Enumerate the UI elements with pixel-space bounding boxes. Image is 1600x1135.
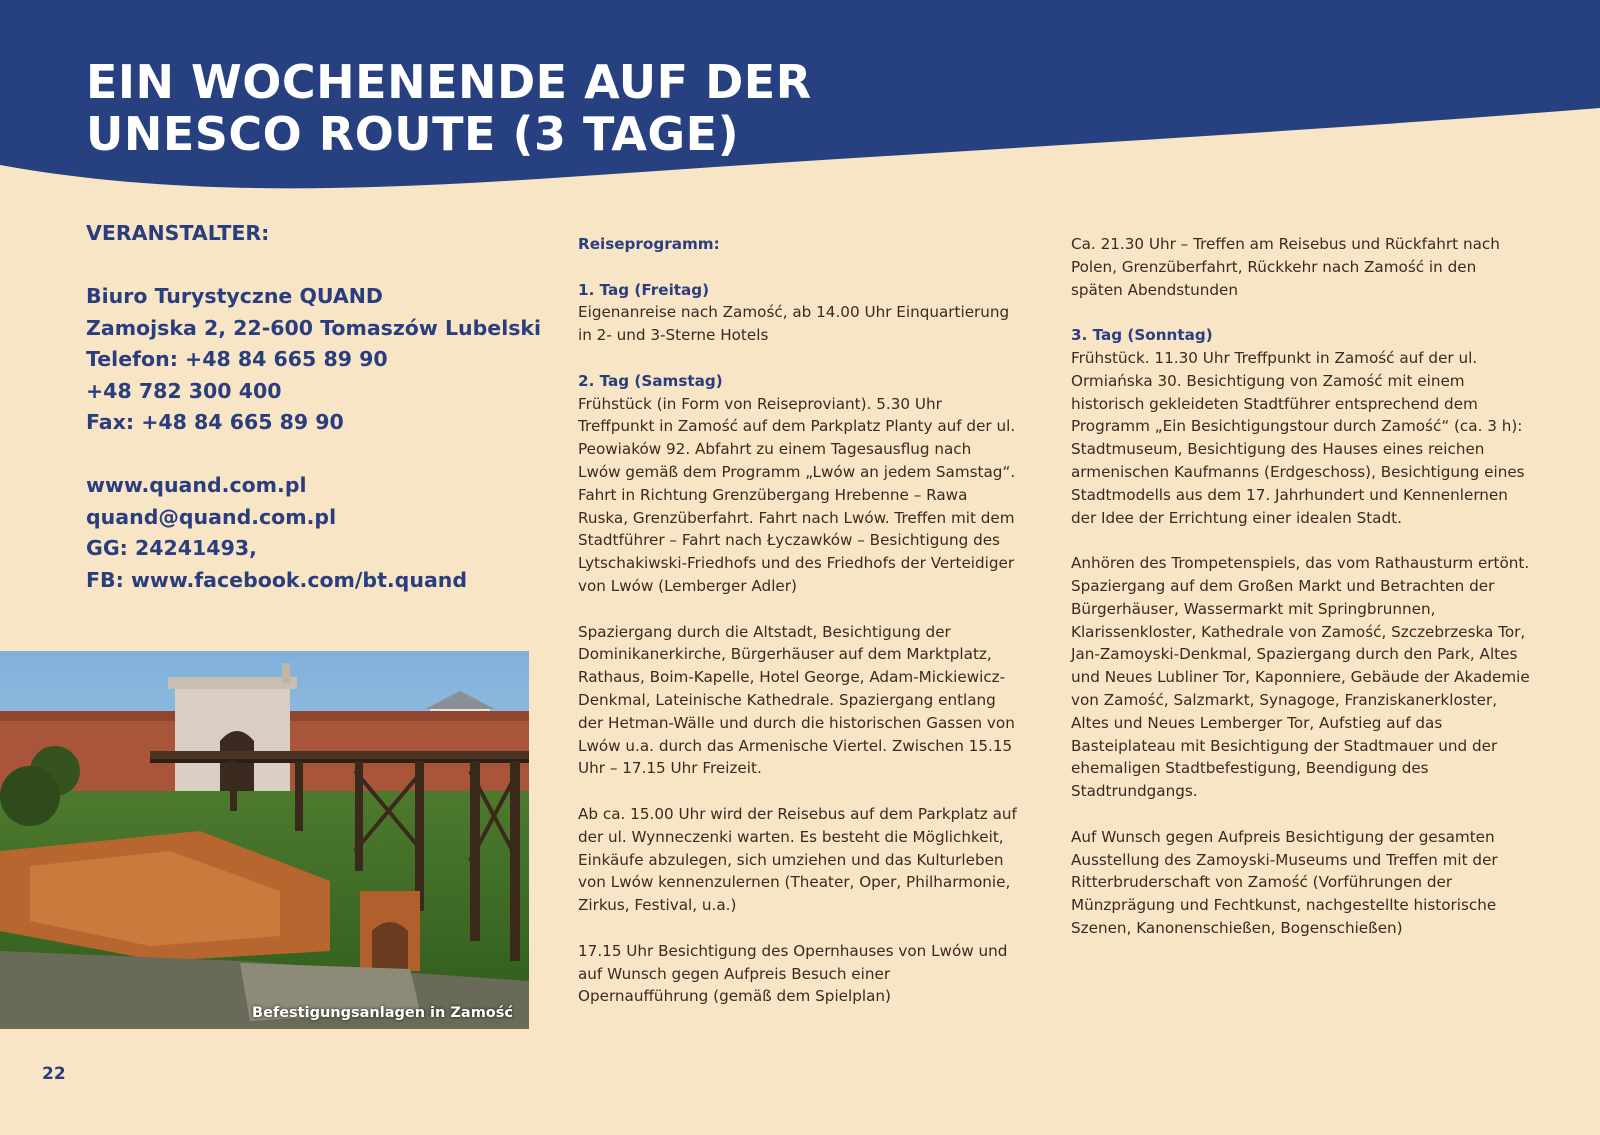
program-column-1 bbox=[578, 233, 1018, 1031]
day-1-text: Eigenanreise nach Zamość, ab 14.00 Uhr Einquartierung in 2- und 3-Sterne Hotels bbox=[578, 303, 1010, 345]
day-3-paragraph: Auf Wunsch gegen Aufpreis Besichtigung der gesamten Ausstellung des Zamoyski-Museums und Treffen mit der Ritterbruderschaft von Zamość (Vorführungen der Münzprägung und Fechtkunst, nachgestellte historische Szenen, Kanonenschießen, Bogenschießen) bbox=[1071, 827, 1498, 937]
fortress-illustration bbox=[0, 651, 529, 1029]
organizer-name: Biuro Turystyczne QUAND bbox=[86, 284, 383, 308]
page-title-line-1: EIN WOCHENENDE AUF DER bbox=[86, 55, 812, 109]
organizer-phone: Telefon: +48 84 665 89 90 bbox=[86, 347, 388, 371]
fortress-photo bbox=[0, 651, 529, 1029]
page-title bbox=[86, 56, 812, 160]
page-title-line-2: UNESCO ROUTE (3 TAGE) bbox=[86, 107, 740, 161]
organizer-block bbox=[86, 218, 546, 596]
organizer-address: Zamojska 2, 22-600 Tomaszów Lubelski bbox=[86, 315, 542, 340]
organizer-email-link[interactable]: quand@quand.com.pl bbox=[86, 504, 337, 529]
organizer-mobile: +48 782 300 400 bbox=[86, 378, 282, 403]
day-2-title: 2. Tag (Samstag) bbox=[578, 371, 723, 390]
day-3-paragraph: Frühstück. 11.30 Uhr Treffpunkt in Zamość auf der ul. Ormiańska 30. Besichtigung von Zamość mit einem historisch gekleideten Stadtführer entsprechend dem Programm „Ein Besichtigungstour durch Zamość“ (ca. 3 h): Stadtmuseum, Besichtigung des Hauses eines reichen armenischen Kaufmanns (Erdgeschoss), Besichtigung eines Stadtmodells aus dem 17. Jahrhundert und Kennenlernen der Idee der Errichtung einer idealen Stadt. bbox=[1071, 348, 1525, 527]
day-3-title: 3. Tag (Sonntag) bbox=[1071, 326, 1213, 345]
organizer-gg: GG: 24241493, bbox=[86, 536, 257, 560]
program-column-2 bbox=[1071, 233, 1531, 963]
day-1-title: 1. Tag (Freitag) bbox=[578, 280, 710, 299]
program-heading: Reiseprogramm: bbox=[578, 235, 720, 253]
day-2-paragraph: Ab ca. 15.00 Uhr wird der Reisebus auf dem Parkplatz auf der ul. Wynneczenki warten. Es besteht die Möglichkeit, Einkäufe abzulegen, sich umziehen und das Kulturleben von Lwów kennenzulernen (Theater, Oper, Philharmonie, Zirkus, Festival, u.a.) bbox=[578, 804, 1017, 915]
day-2-paragraph: Frühstück (in Form von Reiseproviant). 5.30 Uhr Treffpunkt in Zamość auf dem Parkplatz Planty auf der ul. Peowiaków 92. Abfahrt zu einem Tagesausflug nach Lwów gemäß dem Programm „Lwów an jedem Samstag“. Fahrt in Richtung Grenzübergang Hrebenne – Rawa Ruska, Grenzüberfahrt. Fahrt nach Lwów. Treffen mit dem Stadtführer – Fahrt nach Łyczawków – Besichtigung des Lytschakiwski-Friedhofs und des Friedhofs der Verteidiger von Lwów (Lemberger Adler) bbox=[578, 394, 1016, 595]
photo-caption: Befestigungsanlagen in Zamość bbox=[252, 1005, 513, 1021]
organizer-fax: Fax: +48 84 665 89 90 bbox=[86, 410, 344, 434]
day-2-paragraph: 17.15 Uhr Besichtigung des Opernhauses von Lwów und auf Wunsch gegen Aufpreis Besuch einer Opernaufführung (gemäß dem Spielplan) bbox=[578, 941, 1008, 1006]
day-2-end-paragraph: Ca. 21.30 Uhr – Treffen am Reisebus und Rückfahrt nach Polen, Grenzüberfahrt, Rückkehr nach Zamość in den späten Abendstunden bbox=[1071, 235, 1500, 299]
day-3-paragraph: Anhören des Trompetenspiels, das vom Rathausturm ertönt. Spaziergang auf dem Großen Markt und Betrachten der Bürgerhäuser, Wassermarkt mit Springbrunnen, Klarissenkloster, Kathedrale von Zamość, Szczebrzeska Tor, Jan-Zamoyski-Denkmal, Spaziergang durch den Park, Altes und Neues Lubliner Tor, Kaponniere, Gebäude der Akademie von Zamość, Salzmarkt, Synagoge, Franziskanerkloster, Altes und Neues Lemberger Tor, Aufstieg auf das Basteiplateau mit Besichtigung der Stadtmauer und der ehemaligen Stadtbefestigung, Beendigung des Stadtrundgangs. bbox=[1071, 554, 1530, 801]
organizer-facebook-link[interactable]: FB: www.facebook.com/bt.quand bbox=[86, 567, 468, 592]
day-2-paragraph: Spaziergang durch die Altstadt, Besichtigung der Dominikanerkirche, Bürgerhäuser auf dem Marktplatz, Rathaus, Boim-Kapelle, Hotel George, Adam-Mickiewicz-Denkmal, Lateinische Kathedrale. Spaziergang entlang der Hetman-Wälle und durch die historischen Gassen von Lwów u.a. durch das Armenische Viertel. Zwischen 15.15 Uhr – 17.15 Uhr Freizeit. bbox=[578, 622, 1015, 778]
organizer-label: VERANSTALTER: bbox=[86, 221, 270, 245]
organizer-website-link[interactable]: www.quand.com.pl bbox=[86, 473, 307, 497]
page-number: 22 bbox=[42, 1064, 66, 1084]
